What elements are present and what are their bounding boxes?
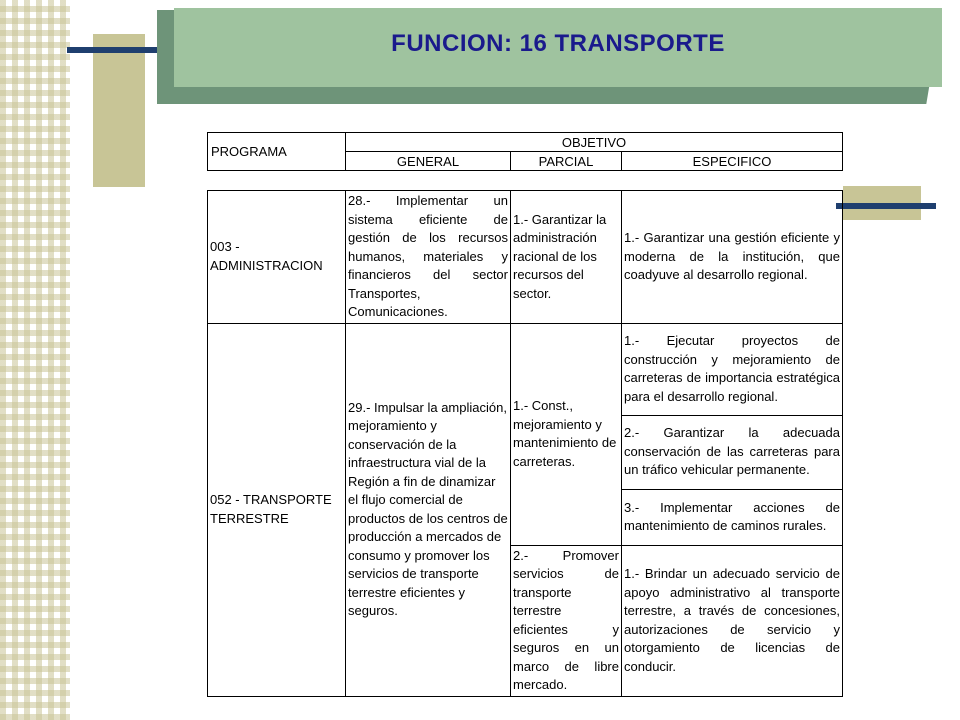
especifico-cell: 1.- Garantizar una gestión eficiente y moderna de la institución, que coadyuve al desarrollo regional. — [622, 191, 843, 324]
decorative-checkered-stripe — [0, 0, 70, 720]
objectives-table — [207, 190, 843, 697]
especifico-cell: 1.- Brindar un adecuado servicio de apoyo administrativo al transporte terrestre, a través de concesiones, autorizaciones de servicio y otorgamiento de licencias de conducir. — [622, 545, 843, 696]
page-title: FUNCION: 16 TRANSPORTE — [391, 30, 725, 57]
programa-cell: 052 - TRANSPORTE TERRESTRE — [208, 323, 346, 696]
parcial-cell: 2.- Promover servicios de transporte terrestre eficientes y seguros en un marco de libre mercado. — [511, 545, 622, 696]
header-table — [207, 132, 843, 171]
programa-cell: 003 - ADMINISTRACION — [208, 191, 346, 324]
especifico-cell: 3.- Implementar acciones de mantenimiento de caminos rurales. — [622, 489, 843, 545]
parcial-cell: 1.- Garantizar la administración racional de los recursos del sector. — [511, 191, 622, 324]
table-row — [208, 191, 843, 324]
general-cell: 29.- Impulsar la ampliación, mejoramiento y conservación de la infraestructura vial de la Región a fin de dinamizar el flujo comercial de productos de los centros de producción a mercados de consumo y promover los servicios de transporte terrestre eficientes y seguros. — [346, 323, 511, 696]
header-general: GENERAL — [346, 152, 511, 171]
decorative-blue-bar-right — [836, 203, 936, 209]
table-row — [208, 323, 843, 415]
header-programa: PROGRAMA — [208, 133, 346, 171]
header-parcial: PARCIAL — [511, 152, 622, 171]
header-objetivo: OBJETIVO — [346, 133, 843, 152]
decorative-tan-block-left — [93, 34, 145, 187]
especifico-cell: 2.- Garantizar la adecuada conservación de las carreteras para un tráfico vehicular permanente. — [622, 415, 843, 489]
decorative-blue-bar-left — [67, 47, 167, 53]
general-cell: 28.- Implementar un sistema eficiente de gestión de los recursos humanos, materiales y financieros del sector Transportes, Comunicaciones. — [346, 191, 511, 324]
header-especifico: ESPECIFICO — [622, 152, 843, 171]
especifico-cell: 1.- Ejecutar proyectos de construcción y mejoramiento de carreteras de importancia estratégica para el desarrollo regional. — [622, 323, 843, 415]
parcial-cell: 1.- Const., mejoramiento y mantenimiento de carreteras. — [511, 323, 622, 545]
